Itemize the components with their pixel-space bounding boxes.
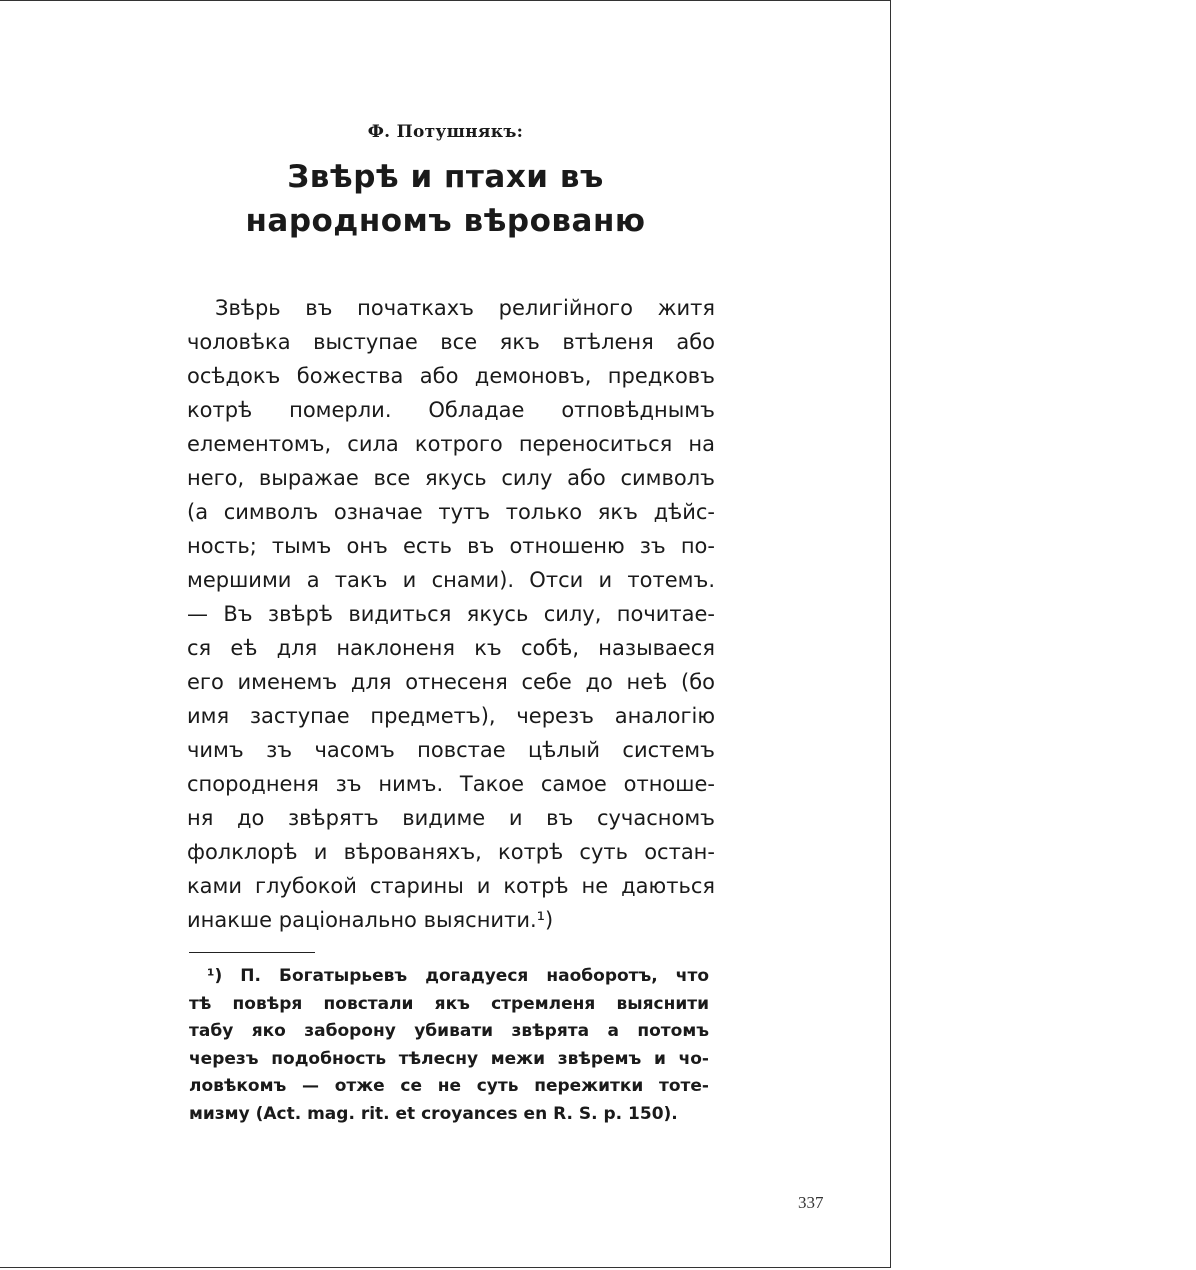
body-line: ся еѣ для наклоненя къ собѣ, называеся <box>187 636 715 660</box>
body-line: Звѣрь въ початкахъ религійного житя <box>215 296 715 320</box>
title-line-1: Звѣрѣ и птахи въ <box>287 159 604 195</box>
body-line: (а символъ означае тутъ только якъ дѣйс- <box>187 500 715 524</box>
article-author: Ф. Потушнякъ: <box>367 122 524 142</box>
footnote-line: ловѣкомъ — отже се не суть пережитки тоте- <box>189 1076 709 1096</box>
body-line: его именемъ для отнесеня себе до неѣ (бо <box>187 670 715 694</box>
body-paragraph <box>187 291 715 937</box>
footnote-separator <box>189 952 315 953</box>
body-line: него, выражае все якусь силу або символъ <box>187 466 715 490</box>
footnote-line: тѣ повѣря повстали якъ стремленя выяснити <box>189 993 709 1014</box>
footnote-line: черезъ подобность тѣлесну межи звѣремъ и чо- <box>189 1048 709 1069</box>
page-number: 337 <box>798 1193 824 1212</box>
footnote-line: табу яко заборону убивати звѣрята а потомъ <box>189 1021 709 1041</box>
body-line: ня до звѣрятъ видиме и въ сучасномъ <box>187 806 715 830</box>
body-line: инакше раціонально выяснити.¹) <box>187 908 554 932</box>
title-line-2: народномъ вѣрованю <box>245 203 646 239</box>
body-line: котрѣ померли. Обладае отповѣднымъ <box>187 398 715 422</box>
body-line: ность; тымъ онъ есть въ отношеню зъ по- <box>187 534 715 558</box>
footnote-line: ¹) П. Богатырьевъ догадуеся наоборотъ, что <box>207 966 709 986</box>
body-line: имя заступае предметъ), черезъ аналогію <box>187 704 715 728</box>
body-line: чимъ зъ часомъ повстае цѣлый системъ <box>187 738 715 762</box>
body-line: елементомъ, сила котрого переноситься на <box>187 432 715 456</box>
body-line: осѣдокъ божества або демоновъ, предковъ <box>187 364 715 388</box>
footnote-line: мизму (Act. mag. rit. et croyances en R. S. p. 150). <box>189 1103 678 1124</box>
body-line: мершими а такъ и снами). Отси и тотемъ. <box>187 568 715 592</box>
body-line: спородненя зъ нимъ. Такое самое отноше- <box>187 772 715 796</box>
body-line: фолклорѣ и вѣрованяхъ, котрѣ суть остан- <box>187 840 715 864</box>
footnote <box>189 963 709 1128</box>
article-title <box>0 155 891 243</box>
body-line: ками глубокой старины и котрѣ не даються <box>187 874 715 898</box>
body-line: чоловѣка выступае все якъ втѣленя або <box>187 330 715 354</box>
body-line: — Въ звѣрѣ видиться якусь силу, почитае- <box>187 602 715 626</box>
